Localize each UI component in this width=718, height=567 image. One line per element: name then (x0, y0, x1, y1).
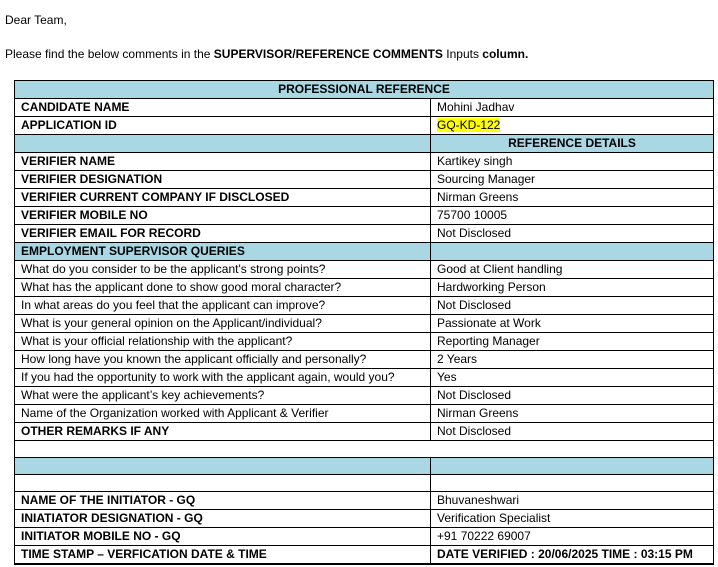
spacer-cell (431, 475, 714, 492)
supervisor-queries-blank (431, 243, 714, 261)
initiator-mobile-label: INITIATOR MOBILE NO - GQ (15, 528, 431, 546)
table-title-row (15, 81, 714, 99)
query-answer: Reporting Manager (431, 333, 714, 351)
candidate-name-label: CANDIDATE NAME (15, 99, 431, 117)
candidate-name-value: Mohini Jadhav (431, 99, 714, 117)
other-remarks-label: OTHER REMARKS IF ANY (15, 423, 431, 441)
table-row (15, 99, 714, 117)
query-answer: 2 Years (431, 351, 714, 369)
table-row (15, 369, 714, 387)
query-question: In what areas do you feel that the applicant can improve? (15, 297, 431, 315)
initiator-mobile-value: +91 70222 69007 (431, 528, 714, 546)
query-question: What is your official relationship with the applicant? (15, 333, 431, 351)
initiator-name-label: NAME OF THE INITIATOR - GQ (15, 492, 431, 510)
table-row (15, 492, 714, 510)
professional-reference-table (14, 80, 714, 565)
query-question: What do you consider to be the applicant's strong points? (15, 261, 431, 279)
supervisor-queries-row (15, 243, 714, 261)
query-question: If you had the opportunity to work with the applicant again, would you? (15, 369, 431, 387)
query-answer: Passionate at Work (431, 315, 714, 333)
application-id-cell (431, 117, 714, 135)
intro-text-mid: Inputs (442, 47, 483, 61)
table-row (15, 297, 714, 315)
reference-details-blank (15, 135, 431, 153)
query-question: What has the applicant done to show good moral character? (15, 279, 431, 297)
timestamp-value: DATE VERIFIED : 20/06/2025 TIME : 03:15 PM (431, 546, 714, 565)
application-id-value: GQ-KD-122 (437, 118, 501, 132)
initiator-name-value: Bhuvaneshwari (431, 492, 714, 510)
timestamp-label: TIME STAMP – VERFICATION DATE & TIME (15, 546, 431, 565)
table-row (15, 387, 714, 405)
table-row (15, 279, 714, 297)
initiator-band-row (15, 458, 714, 475)
query-answer: Not Disclosed (431, 297, 714, 315)
table-row (15, 171, 714, 189)
verifier-name-label: VERIFIER NAME (15, 153, 431, 171)
intro-text (5, 47, 528, 61)
query-answer: Nirman Greens (431, 405, 714, 423)
query-answer: Hardworking Person (431, 279, 714, 297)
table-row (15, 423, 714, 441)
table-row (15, 351, 714, 369)
greeting-text: Dear Team, (5, 13, 67, 27)
table-row (15, 333, 714, 351)
reference-details-row (15, 135, 714, 153)
table-row (15, 189, 714, 207)
reference-details-header: REFERENCE DETAILS (431, 135, 714, 153)
other-remarks-value: Not Disclosed (431, 423, 714, 441)
query-answer: Not Disclosed (431, 387, 714, 405)
verifier-email-value: Not Disclosed (431, 225, 714, 243)
table-row (15, 261, 714, 279)
intro-bold-column-word: column. (482, 47, 529, 61)
spacer-cell (15, 441, 714, 458)
verifier-mobile-label: VERIFIER MOBILE NO (15, 207, 431, 225)
initiator-band-left (15, 458, 431, 475)
initiator-band-right (431, 458, 714, 475)
table-row (15, 225, 714, 243)
query-question: What were the applicant’s key achievements? (15, 387, 431, 405)
intro-text-start: Please find the below comments in the (5, 47, 214, 61)
spacer-row (15, 475, 714, 492)
table-row (15, 546, 714, 565)
table-row (15, 153, 714, 171)
verifier-designation-label: VERIFIER DESIGNATION (15, 171, 431, 189)
initiator-designation-value: Verification Specialist (431, 510, 714, 528)
verifier-name-value: Kartikey singh (431, 153, 714, 171)
table-row (15, 315, 714, 333)
spacer-cell (15, 475, 431, 492)
verifier-email-label: VERIFIER EMAIL FOR RECORD (15, 225, 431, 243)
verifier-designation-value: Sourcing Manager (431, 171, 714, 189)
supervisor-queries-header: EMPLOYMENT SUPERVISOR QUERIES (15, 243, 431, 261)
table-row (15, 510, 714, 528)
table-title: PROFESSIONAL REFERENCE (15, 81, 714, 99)
application-id-label: APPLICATION ID (15, 117, 431, 135)
query-answer: Yes (431, 369, 714, 387)
verifier-company-value: Nirman Greens (431, 189, 714, 207)
verifier-company-label: VERIFIER CURRENT COMPANY IF DISCLOSED (15, 189, 431, 207)
table-row (15, 117, 714, 135)
table-row (15, 528, 714, 546)
initiator-designation-label: INIATIATOR DESIGNATION - GQ (15, 510, 431, 528)
query-question: Name of the Organization worked with Applicant & Verifier (15, 405, 431, 423)
table-row (15, 405, 714, 423)
query-answer: Good at Client handling (431, 261, 714, 279)
table-row (15, 207, 714, 225)
query-question: What is your general opinion on the Applicant/individual? (15, 315, 431, 333)
intro-bold-column-name: SUPERVISOR/REFERENCE COMMENTS (213, 47, 443, 61)
verifier-mobile-value: 75700 10005 (431, 207, 714, 225)
query-question: How long have you known the applicant officially and personally? (15, 351, 431, 369)
spacer-row (15, 441, 714, 458)
